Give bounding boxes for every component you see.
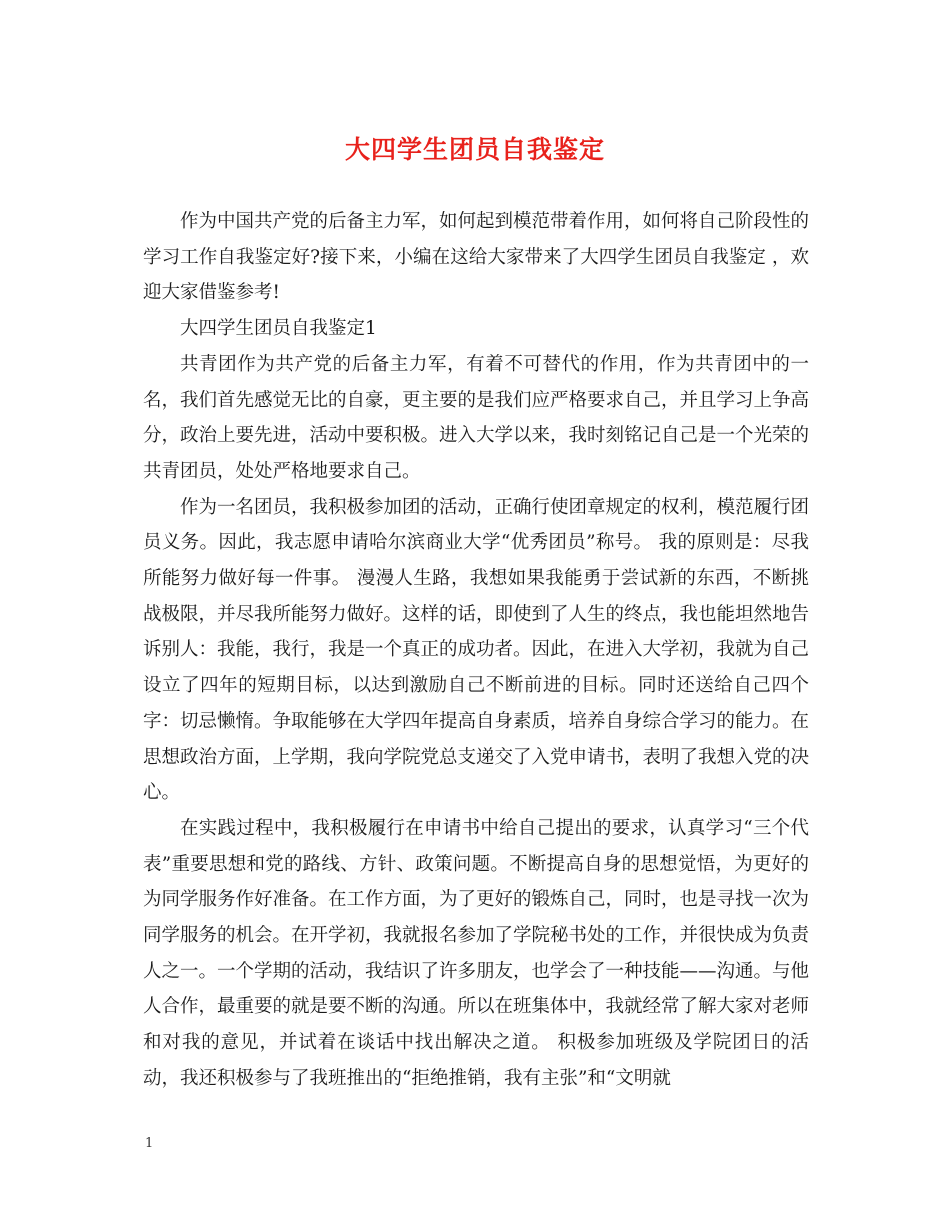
document-title: 大四学生团员自我鉴定 (344, 135, 605, 164)
body-paragraph: 共青团作为共产党的后备主力军，有着不可替代的作用，作为共青团中的一名，我们首先感觉无比的自豪，更主要的是我们应严格要求自己，并且学习上争高分，政治上要先进，活动中要积极。进入大学以来，我时刻铭记自己是一个光荣的共青团员，处处严格地要求自己。 (143, 353, 810, 482)
section-heading: 大四学生团员自我鉴定1 (180, 318, 377, 340)
body-paragraph: 在实践过程中，我积极履行在申请书中给自己提出的要求，认真学习“三个代表”重要思想和党的路线、方针、政策问题。不断提高自身的思想觉悟，为更好的为同学服务作好准备。在工作方面，为了更好的锻炼自己，同时，也是寻找一次为同学服务的机会。在开学初，我就报名参加了学院秘书处的工作，并很快成为负责人之一。一个学期的活动，我结识了许多朋友，也学会了一种技能——沟通。与他人合作，最重要的就是要不断的沟通。所以在班集体中，我就经常了解大家对老师和对我的意见，并试着在谈话中找出解决之道。 积极参加班级及学院团日的活动，我还积极参与了我班推出的“拒绝推销，我有主张”和“文明就 (143, 817, 810, 1089)
intro-paragraph: 作为中国共产党的后备主力军，如何起到模范带着作用，如何将自己阶段性的学习工作自我鉴定好?接下来，小编在这给大家带来了大四学生团员自我鉴定 ，欢迎大家借鉴参考! (143, 211, 810, 304)
page-number: 1 (145, 1136, 154, 1151)
body-paragraph: 作为一名团员，我积极参加团的活动，正确行使团章规定的权利，模范履行团员义务。因此，我志愿申请哈尔滨商业大学“优秀团员”称号。 我的原则是：尽我所能努力做好每一件事。 漫漫人生路，我想如果我能勇于尝试新的东西，不断挑战极限，并尽我所能努力做好。这样的话，即使到了人生的终点，我也能坦然地告诉别人：我能，我行，我是一个真正的成功者。因此，在进入大学初，我就为自己设立了四年的短期目标，以达到激励自己不断前进的目标。同时还送给自己四个字：切忌懒惰。争取能够在大学四年提高自身素质，培养自身综合学习的能力。在思想政治方面，上学期，我向学院党总支递交了入党申请书，表明了我想入党的决心。 (143, 496, 810, 804)
document-body (143, 204, 809, 1097)
